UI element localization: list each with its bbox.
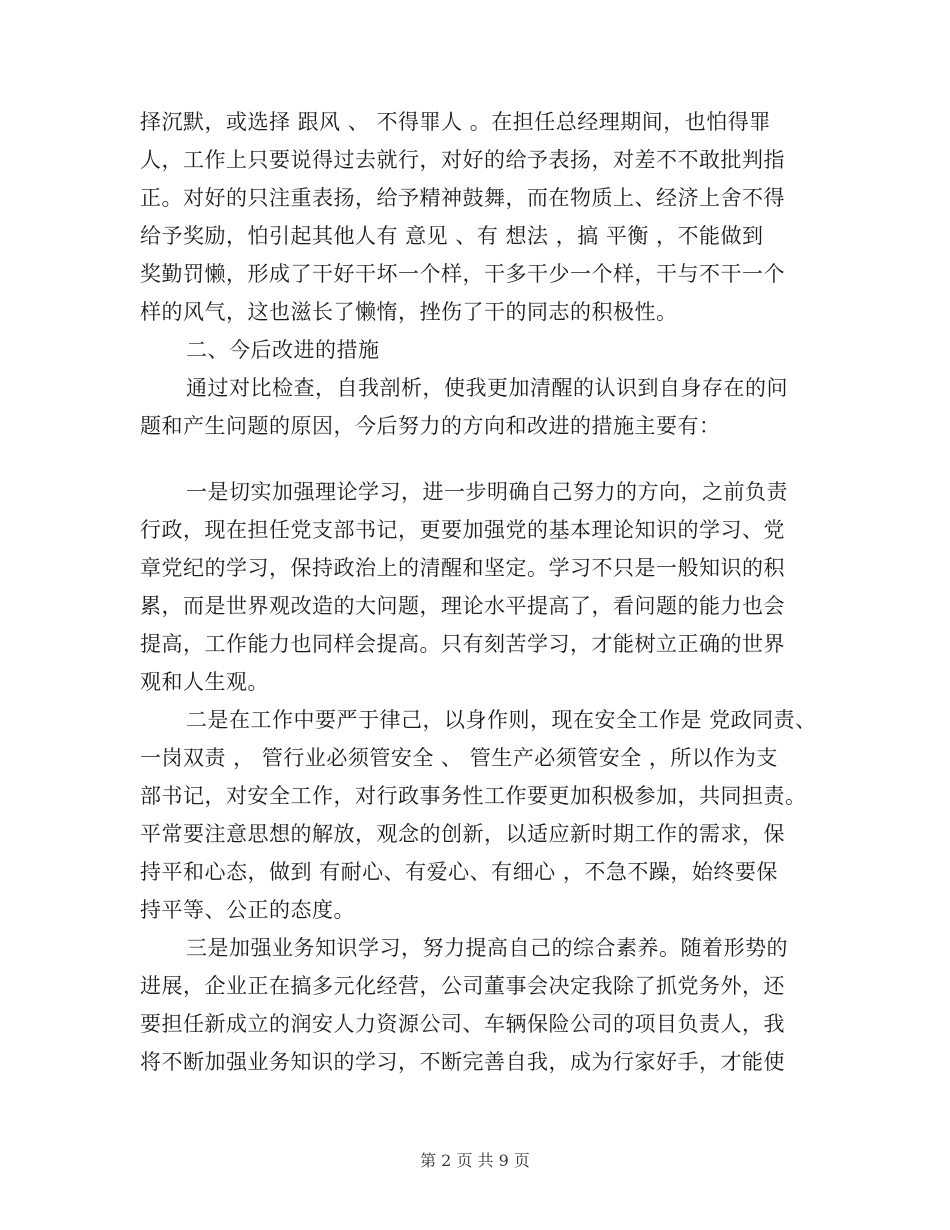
text-line-12: 章党纪的学习，保持政治上的清醒和坚定。学习不只是一般知识的积 [140, 556, 785, 580]
page-number-footer: 第 2 页 共 9 页 [420, 1151, 530, 1170]
text-line-2: 人，工作上只要说得过去就行，对好的给予表扬，对差不不敢批判指 [140, 148, 785, 172]
text-line-4: 给予奖励，怕引起其他人有 意见 、有 想法 ，搞 平衡 ，不能做到 [140, 224, 764, 248]
text-line-18: 部书记，对安全工作，对行政事务性工作要更加积极参加，共同担责。 [140, 784, 807, 808]
text-line-24: 要担任新成立的润安人力资源公司、车辆保险公司的项目负责人，我 [140, 1012, 785, 1036]
text-line-19: 平常要注意思想的解放，观念的创新，以适应新时期工作的需求，保 [140, 822, 785, 846]
text-line-15: 观和人生观。 [140, 670, 269, 694]
text-line-17: 一岗双责 ， 管行业必须管安全 、 管生产必须管安全 ，所以作为支 [140, 746, 778, 770]
text-line-3: 正。对好的只注重表扬，给予精神鼓舞，而在物质上、经济上舍不得 [140, 186, 785, 210]
section-heading: 二、今后改进的措施 [186, 338, 380, 362]
text-line-10: 一是切实加强理论学习，进一步明确自己努力的方向，之前负责 [186, 480, 788, 504]
text-line-14: 提高，工作能力也同样会提高。只有刻苦学习，才能树立正确的世界 [140, 632, 785, 656]
text-line-8: 通过对比检查，自我剖析，使我更加清醒的认识到自身存在的问 [186, 376, 788, 400]
text-line-13: 累，而是世界观改造的大问题，理论水平提高了，看问题的能力也会 [140, 594, 785, 618]
text-line-21: 持平等、公正的态度。 [140, 898, 355, 922]
text-line-16: 二是在工作中要严于律己，以身作则，现在安全工作是 党政同责、 [186, 708, 817, 732]
text-line-25: 将不断加强业务知识的学习，不断完善自我，成为行家好手，才能使 [140, 1050, 785, 1074]
text-line-22: 三是加强业务知识学习，努力提高自己的综合素养。随着形势的 [186, 936, 788, 960]
text-line-5: 奖勤罚懒，形成了干好干坏一个样，干多干少一个样，干与不干一个 [140, 262, 785, 286]
text-line-23: 进展，企业正在搞多元化经营，公司董事会决定我除了抓党务外，还 [140, 974, 785, 998]
text-line-9: 题和产生问题的原因，今后努力的方向和改进的措施主要有： [140, 414, 721, 438]
text-line-11: 行政，现在担任党支部书记，更要加强党的基本理论知识的学习、党 [140, 518, 785, 542]
text-line-6: 样的风气，这也滋长了懒惰，挫伤了干的同志的积极性。 [140, 300, 678, 324]
text-line-1: 择沉默，或选择 跟风 、 不得罪人 。在担任总经理期间，也怕得罪 [140, 110, 771, 134]
text-line-20: 持平和心态，做到 有耐心、有爱心、有细心 ，不急不躁，始终要保 [140, 860, 778, 884]
